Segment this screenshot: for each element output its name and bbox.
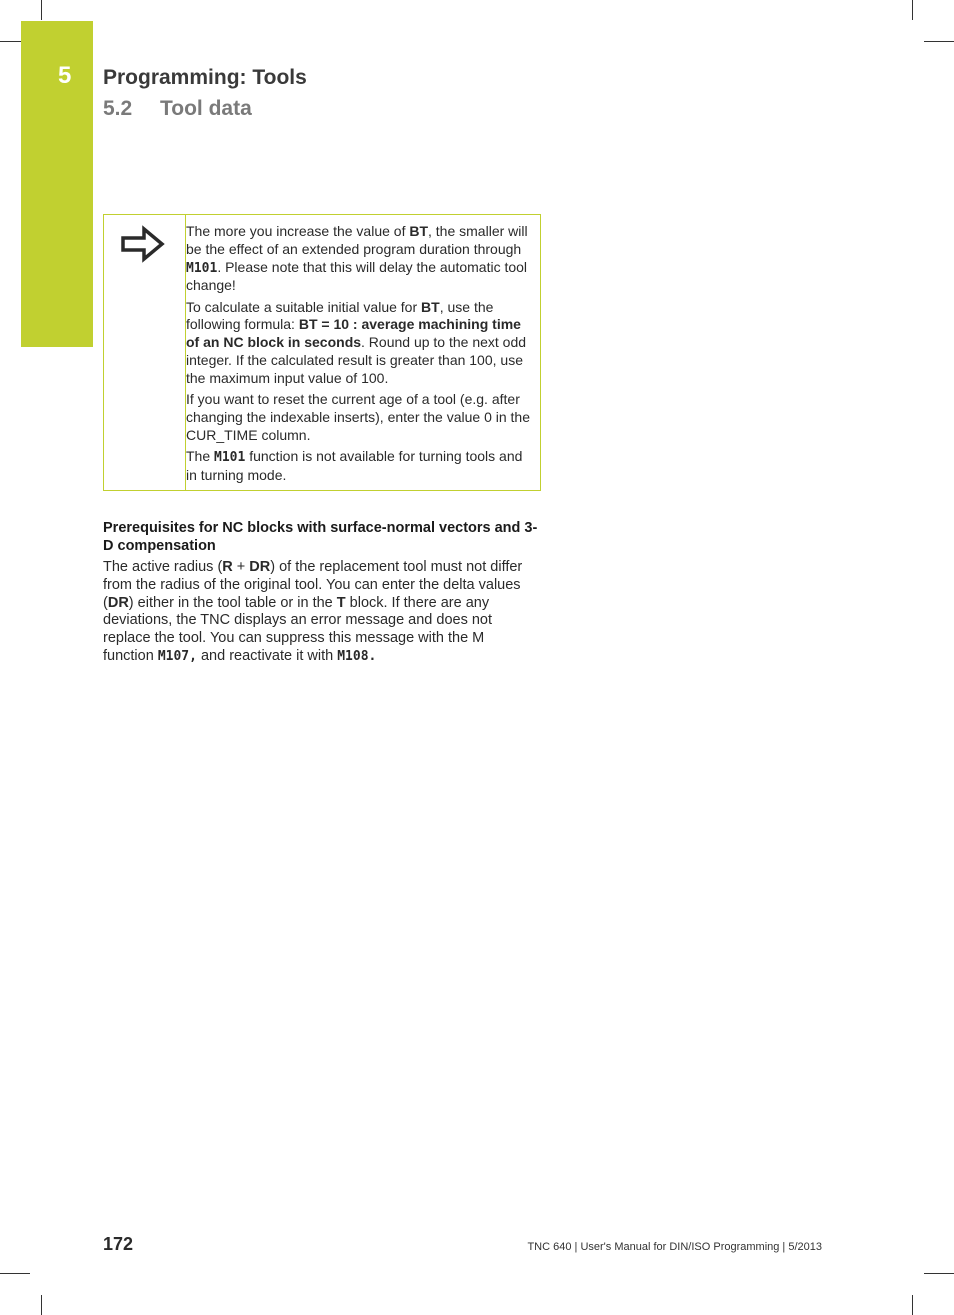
text-run: , the smaller will be the effect of an extended program duration through [186, 223, 528, 257]
note-paragraph-4 [186, 448, 530, 485]
note-text [186, 223, 530, 488]
text-run: + [232, 559, 250, 575]
text-run: and reactivate it with [196, 647, 338, 664]
chapter-tab [21, 21, 93, 347]
code-term: M107, [157, 648, 197, 664]
code-term: M108. [337, 648, 377, 664]
section-title-text: Tool data [160, 97, 252, 120]
bold-term: DR [107, 594, 129, 611]
crop-mark [0, 1273, 30, 1274]
note-paragraph-2 [186, 299, 530, 388]
text-run: The active radius ( [103, 559, 223, 575]
body-paragraph [103, 559, 533, 666]
bold-term: BT [409, 223, 429, 239]
crop-mark [41, 0, 42, 20]
text-run: The [186, 448, 215, 465]
arrow-right-icon [120, 225, 166, 263]
text-run: ) of the replacement tool must not differ from the radius of the original tool. You can enter the delta values ( [103, 559, 523, 611]
text-run: block. If there are any deviations, the TNC displays an error message and does not replace the tool. You can suppress this message with the M function [103, 594, 493, 664]
text-run: The more you increase the value of [186, 223, 410, 239]
bold-term: DR [249, 559, 271, 575]
text-run: ) either in the tool table or in the [128, 594, 337, 611]
bold-term: R [222, 559, 233, 575]
crop-mark [912, 1295, 913, 1315]
text-run: function is not available for turning tools and in turning mode. [186, 448, 523, 483]
crop-mark [924, 41, 954, 42]
text-run: . Please note that this will delay the automatic tool change! [186, 258, 528, 294]
section-title [103, 97, 252, 121]
note-paragraph-1 [186, 223, 530, 295]
bold-term: BT [421, 298, 440, 315]
section-number: 5.2 [103, 97, 133, 120]
text-run: . Round up to the next odd integer. If the calculated result is greater than 100, use the maximum input value of 100. [186, 334, 527, 386]
code-term: M101 [186, 260, 218, 276]
bold-term: T [336, 594, 346, 611]
text-run: , use the following formula: [186, 298, 494, 333]
chapter-title: Programming: Tools [103, 66, 307, 89]
crop-mark [912, 0, 913, 20]
note-paragraph-3: If you want to reset the current age of a tool (e.g. after changing the indexable inserts), enter the value 0 in the CUR_TIME column. [186, 391, 531, 443]
chapter-number: 5 [58, 62, 72, 89]
section-heading: Prerequisites for NC blocks with surface-normal vectors and 3-D compensation [103, 520, 538, 554]
crop-mark [924, 1273, 954, 1274]
page-number: 172 [103, 1234, 134, 1254]
footer-text: TNC 640 | User's Manual for DIN/ISO Programming | 5/2013 [527, 1241, 822, 1253]
note-box [103, 214, 541, 491]
note-icon-column [104, 215, 186, 490]
crop-mark [41, 1295, 42, 1315]
formula: BT = 10 : average machining time of an NC block in seconds [186, 316, 521, 351]
text-run: To calculate a suitable initial value for [186, 298, 422, 315]
code-term: M101 [214, 450, 246, 466]
